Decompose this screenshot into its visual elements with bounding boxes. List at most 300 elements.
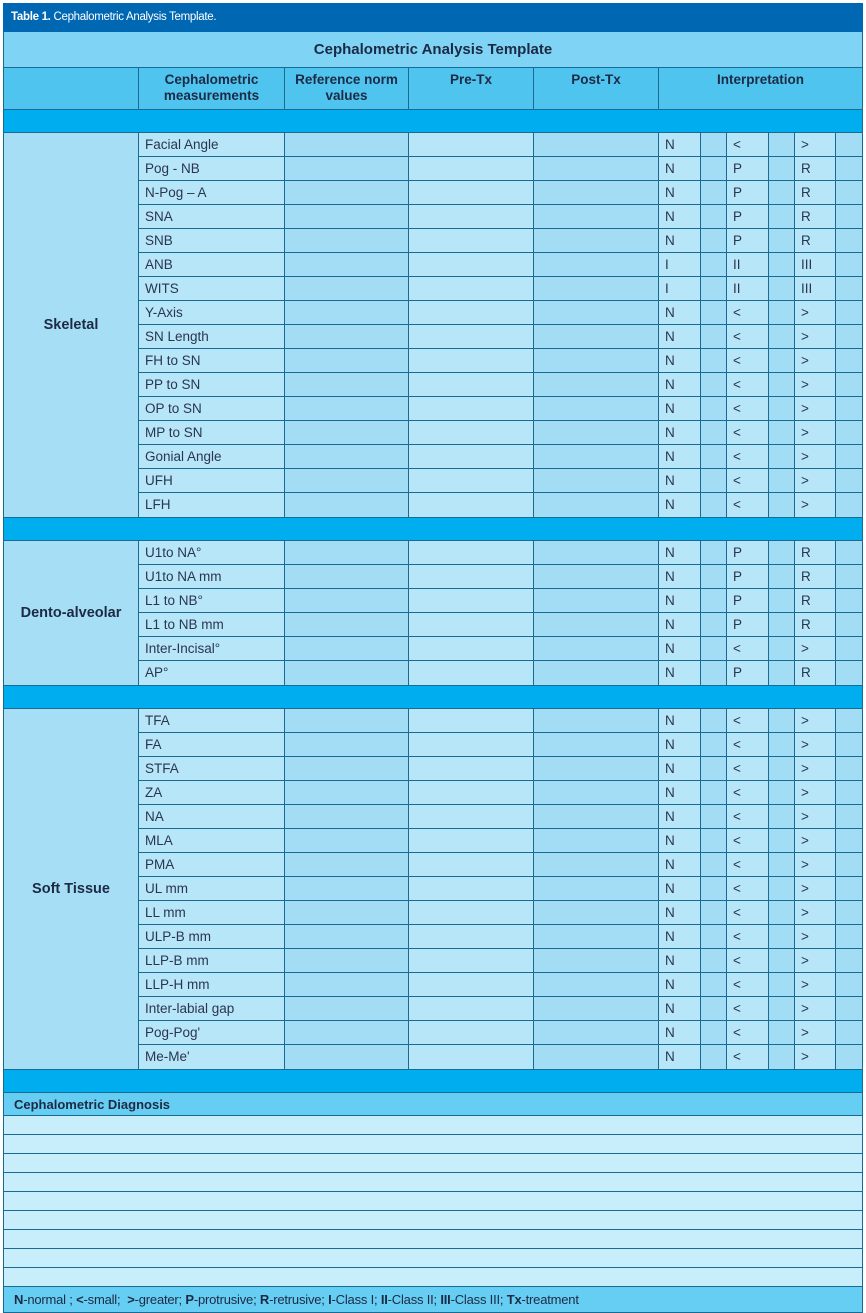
post-tx-cell[interactable] <box>534 1021 659 1044</box>
pre-tx-cell[interactable] <box>409 613 534 636</box>
reference-norm-cell[interactable] <box>285 805 409 828</box>
reference-norm-cell[interactable] <box>285 589 409 612</box>
post-tx-cell[interactable] <box>534 877 659 900</box>
legend-key: Tx <box>506 1292 522 1307</box>
interpretation-option: N <box>659 325 701 348</box>
pre-tx-cell[interactable] <box>409 157 534 180</box>
pre-tx-cell[interactable] <box>409 637 534 660</box>
table-title: Cephalometric Analysis Template <box>4 32 862 68</box>
pre-tx-cell[interactable] <box>409 877 534 900</box>
pre-tx-cell[interactable] <box>409 445 534 468</box>
interpretation-option: > <box>795 709 836 732</box>
interpretation-checkbox[interactable] <box>701 973 727 996</box>
post-tx-cell[interactable] <box>534 229 659 252</box>
interpretation-checkbox[interactable] <box>836 1021 862 1044</box>
measurement-name: MP to SN <box>139 421 285 444</box>
interpretation-option: > <box>795 853 836 876</box>
interpretation-checkbox[interactable] <box>836 301 862 324</box>
interpretation-checkbox[interactable] <box>769 877 795 900</box>
interpretation-checkbox[interactable] <box>769 733 795 756</box>
pre-tx-cell[interactable] <box>409 229 534 252</box>
pre-tx-cell[interactable] <box>409 421 534 444</box>
reference-norm-cell[interactable] <box>285 421 409 444</box>
interpretation-checkbox[interactable] <box>701 997 727 1020</box>
reference-norm-cell[interactable] <box>285 949 409 972</box>
legend-desc: -protrusive; <box>193 1292 260 1307</box>
interpretation-option: R <box>795 229 836 252</box>
reference-norm-cell[interactable] <box>285 925 409 948</box>
reference-norm-cell[interactable] <box>285 613 409 636</box>
pre-tx-cell[interactable] <box>409 1045 534 1069</box>
interpretation-option: < <box>727 637 769 660</box>
diagnosis-line[interactable] <box>4 1173 862 1192</box>
interpretation-checkbox[interactable] <box>836 949 862 972</box>
legend-desc: -Class III; <box>450 1292 507 1307</box>
pre-tx-cell[interactable] <box>409 829 534 852</box>
post-tx-cell[interactable] <box>534 925 659 948</box>
measurement-name: SN Length <box>139 325 285 348</box>
pre-tx-cell[interactable] <box>409 949 534 972</box>
interpretation-checkbox[interactable] <box>701 469 727 492</box>
interpretation-checkbox[interactable] <box>836 493 862 517</box>
interpretation-checkbox[interactable] <box>701 181 727 204</box>
interpretation-checkbox[interactable] <box>836 589 862 612</box>
post-tx-cell[interactable] <box>534 733 659 756</box>
interpretation-option: II <box>727 253 769 276</box>
interpretation-option: > <box>795 421 836 444</box>
reference-norm-cell[interactable] <box>285 469 409 492</box>
measurement-name: ANB <box>139 253 285 276</box>
legend-desc: -Class I; <box>331 1292 381 1307</box>
interpretation-checkbox[interactable] <box>769 373 795 396</box>
interpretation-checkbox[interactable] <box>701 805 727 828</box>
post-tx-cell[interactable] <box>534 277 659 300</box>
pre-tx-cell[interactable] <box>409 253 534 276</box>
interpretation-option: N <box>659 445 701 468</box>
interpretation-checkbox[interactable] <box>769 925 795 948</box>
interpretation-checkbox[interactable] <box>701 325 727 348</box>
reference-norm-cell[interactable] <box>285 133 409 156</box>
post-tx-cell[interactable] <box>534 661 659 685</box>
interpretation-option: R <box>795 157 836 180</box>
interpretation-checkbox[interactable] <box>836 181 862 204</box>
reference-norm-cell[interactable] <box>285 1045 409 1069</box>
reference-norm-cell[interactable] <box>285 733 409 756</box>
post-tx-cell[interactable] <box>534 349 659 372</box>
interpretation-option: P <box>727 205 769 228</box>
measurement-name: Y-Axis <box>139 301 285 324</box>
interpretation-checkbox[interactable] <box>769 325 795 348</box>
interpretation-checkbox[interactable] <box>769 709 795 732</box>
interpretation-checkbox[interactable] <box>701 637 727 660</box>
post-tx-cell[interactable] <box>534 541 659 564</box>
reference-norm-cell[interactable] <box>285 565 409 588</box>
interpretation-option: N <box>659 589 701 612</box>
pre-tx-cell[interactable] <box>409 805 534 828</box>
table-row <box>139 157 862 181</box>
interpretation-option: R <box>795 589 836 612</box>
interpretation-checkbox[interactable] <box>769 613 795 636</box>
header-post-tx: Post-Tx <box>534 68 659 109</box>
post-tx-cell[interactable] <box>534 997 659 1020</box>
pre-tx-cell[interactable] <box>409 133 534 156</box>
reference-norm-cell[interactable] <box>285 277 409 300</box>
reference-norm-cell[interactable] <box>285 853 409 876</box>
interpretation-checkbox[interactable] <box>701 709 727 732</box>
interpretation-checkbox[interactable] <box>836 901 862 924</box>
reference-norm-cell[interactable] <box>285 349 409 372</box>
pre-tx-cell[interactable] <box>409 181 534 204</box>
interpretation-checkbox[interactable] <box>701 277 727 300</box>
measurement-name: LFH <box>139 493 285 517</box>
interpretation-option: > <box>795 469 836 492</box>
interpretation-option: R <box>795 181 836 204</box>
pre-tx-cell[interactable] <box>409 565 534 588</box>
reference-norm-cell[interactable] <box>285 661 409 685</box>
reference-norm-cell[interactable] <box>285 637 409 660</box>
interpretation-checkbox[interactable] <box>769 469 795 492</box>
interpretation-checkbox[interactable] <box>836 445 862 468</box>
pre-tx-cell[interactable] <box>409 925 534 948</box>
interpretation-checkbox[interactable] <box>836 469 862 492</box>
diagnosis-line[interactable] <box>4 1211 862 1230</box>
diagnosis-line[interactable] <box>4 1192 862 1211</box>
pre-tx-cell[interactable] <box>409 733 534 756</box>
post-tx-cell[interactable] <box>534 253 659 276</box>
interpretation-checkbox[interactable] <box>701 925 727 948</box>
interpretation-checkbox[interactable] <box>836 733 862 756</box>
interpretation-option: > <box>795 805 836 828</box>
interpretation-checkbox[interactable] <box>701 229 727 252</box>
interpretation-checkbox[interactable] <box>701 877 727 900</box>
post-tx-cell[interactable] <box>534 757 659 780</box>
measurement-name: PMA <box>139 853 285 876</box>
interpretation-checkbox[interactable] <box>769 637 795 660</box>
interpretation-checkbox[interactable] <box>701 157 727 180</box>
diagnosis-line[interactable] <box>4 1116 862 1135</box>
interpretation-checkbox[interactable] <box>769 589 795 612</box>
interpretation-checkbox[interactable] <box>836 397 862 420</box>
interpretation-checkbox[interactable] <box>836 373 862 396</box>
reference-norm-cell[interactable] <box>285 709 409 732</box>
post-tx-cell[interactable] <box>534 901 659 924</box>
diagnosis-line[interactable] <box>4 1268 862 1287</box>
reference-norm-cell[interactable] <box>285 829 409 852</box>
interpretation-checkbox[interactable] <box>769 901 795 924</box>
interpretation-checkbox[interactable] <box>769 853 795 876</box>
interpretation-checkbox[interactable] <box>769 973 795 996</box>
interpretation-option: < <box>727 1021 769 1044</box>
pre-tx-cell[interactable] <box>409 901 534 924</box>
interpretation-checkbox[interactable] <box>769 349 795 372</box>
diagnosis-line[interactable] <box>4 1135 862 1154</box>
reference-norm-cell[interactable] <box>285 997 409 1020</box>
post-tx-cell[interactable] <box>534 373 659 396</box>
interpretation-checkbox[interactable] <box>769 157 795 180</box>
reference-norm-cell[interactable] <box>285 877 409 900</box>
interpretation-checkbox[interactable] <box>769 1021 795 1044</box>
interpretation-option: < <box>727 757 769 780</box>
interpretation-checkbox[interactable] <box>836 349 862 372</box>
post-tx-cell[interactable] <box>534 709 659 732</box>
pre-tx-cell[interactable] <box>409 973 534 996</box>
interpretation-checkbox[interactable] <box>701 397 727 420</box>
interpretation-option: N <box>659 205 701 228</box>
header-interpretation: Interpretation <box>716 72 804 87</box>
post-tx-cell[interactable] <box>534 133 659 156</box>
interpretation-checkbox[interactable] <box>769 1045 795 1069</box>
reference-norm-cell[interactable] <box>285 205 409 228</box>
interpretation-checkbox[interactable] <box>836 661 862 685</box>
interpretation-checkbox[interactable] <box>836 829 862 852</box>
interpretation-checkbox[interactable] <box>769 301 795 324</box>
measurement-name: Pog - NB <box>139 157 285 180</box>
interpretation-option: P <box>727 181 769 204</box>
table-row <box>139 661 862 685</box>
table-row <box>139 781 862 805</box>
group-skeletal <box>4 133 862 518</box>
interpretation-checkbox[interactable] <box>769 565 795 588</box>
pre-tx-cell[interactable] <box>409 469 534 492</box>
measurement-name: OP to SN <box>139 397 285 420</box>
table-row <box>139 205 862 229</box>
diagnosis-line[interactable] <box>4 1249 862 1268</box>
post-tx-cell[interactable] <box>534 949 659 972</box>
interpretation-checkbox[interactable] <box>836 157 862 180</box>
reference-norm-cell[interactable] <box>285 445 409 468</box>
table-row <box>139 925 862 949</box>
diagnosis-title: Cephalometric Diagnosis <box>4 1093 862 1116</box>
interpretation-checkbox[interactable] <box>836 925 862 948</box>
post-tx-cell[interactable] <box>534 613 659 636</box>
pre-tx-cell[interactable] <box>409 589 534 612</box>
interpretation-checkbox[interactable] <box>836 229 862 252</box>
pre-tx-cell[interactable] <box>409 301 534 324</box>
interpretation-checkbox[interactable] <box>701 301 727 324</box>
interpretation-checkbox[interactable] <box>769 133 795 156</box>
interpretation-checkbox[interactable] <box>769 661 795 685</box>
interpretation-option: I <box>659 277 701 300</box>
header-pre-tx: Pre-Tx <box>409 68 534 109</box>
post-tx-cell[interactable] <box>534 181 659 204</box>
table-row <box>139 1021 862 1045</box>
interpretation-checkbox[interactable] <box>701 829 727 852</box>
interpretation-option: N <box>659 901 701 924</box>
interpretation-option: N <box>659 781 701 804</box>
pre-tx-cell[interactable] <box>409 349 534 372</box>
measurement-name: MLA <box>139 829 285 852</box>
interpretation-option: < <box>727 733 769 756</box>
interpretation-option: N <box>659 229 701 252</box>
interpretation-checkbox[interactable] <box>836 757 862 780</box>
interpretation-checkbox[interactable] <box>769 253 795 276</box>
interpretation-checkbox[interactable] <box>701 205 727 228</box>
interpretation-checkbox[interactable] <box>769 445 795 468</box>
interpretation-checkbox[interactable] <box>701 133 727 156</box>
interpretation-option: N <box>659 805 701 828</box>
pre-tx-cell[interactable] <box>409 781 534 804</box>
interpretation-checkbox[interactable] <box>769 757 795 780</box>
interpretation-checkbox[interactable] <box>836 781 862 804</box>
interpretation-checkbox[interactable] <box>769 205 795 228</box>
interpretation-checkbox[interactable] <box>836 133 862 156</box>
interpretation-checkbox[interactable] <box>836 253 862 276</box>
interpretation-checkbox[interactable] <box>701 253 727 276</box>
legend-desc: -retrusive; <box>269 1292 329 1307</box>
interpretation-checkbox[interactable] <box>701 421 727 444</box>
reference-norm-cell[interactable] <box>285 397 409 420</box>
interpretation-checkbox[interactable] <box>836 973 862 996</box>
interpretation-checkbox[interactable] <box>769 541 795 564</box>
interpretation-checkbox[interactable] <box>836 853 862 876</box>
interpretation-checkbox[interactable] <box>836 277 862 300</box>
interpretation-checkbox[interactable] <box>836 325 862 348</box>
interpretation-checkbox[interactable] <box>701 853 727 876</box>
interpretation-checkbox[interactable] <box>836 637 862 660</box>
interpretation-checkbox[interactable] <box>769 493 795 517</box>
interpretation-option: > <box>795 877 836 900</box>
table-row <box>139 133 862 157</box>
interpretation-checkbox[interactable] <box>701 493 727 517</box>
interpretation-checkbox[interactable] <box>701 349 727 372</box>
interpretation-checkbox[interactable] <box>701 445 727 468</box>
interpretation-option: > <box>795 349 836 372</box>
post-tx-cell[interactable] <box>534 589 659 612</box>
reference-norm-cell[interactable] <box>285 325 409 348</box>
post-tx-cell[interactable] <box>534 853 659 876</box>
interpretation-checkbox[interactable] <box>836 877 862 900</box>
interpretation-checkbox[interactable] <box>769 829 795 852</box>
measurement-name: Pog-Pog' <box>139 1021 285 1044</box>
post-tx-cell[interactable] <box>534 493 659 517</box>
diagnosis-line[interactable] <box>4 1154 862 1173</box>
post-tx-cell[interactable] <box>534 637 659 660</box>
interpretation-checkbox[interactable] <box>701 1021 727 1044</box>
interpretation-option: P <box>727 613 769 636</box>
reference-norm-cell[interactable] <box>285 253 409 276</box>
legend-key: III <box>440 1292 451 1307</box>
pre-tx-cell[interactable] <box>409 1021 534 1044</box>
interpretation-checkbox[interactable] <box>701 565 727 588</box>
pre-tx-cell[interactable] <box>409 541 534 564</box>
pre-tx-cell[interactable] <box>409 373 534 396</box>
post-tx-cell[interactable] <box>534 1045 659 1069</box>
interpretation-checkbox[interactable] <box>701 541 727 564</box>
interpretation-checkbox[interactable] <box>836 709 862 732</box>
pre-tx-cell[interactable] <box>409 853 534 876</box>
reference-norm-cell[interactable] <box>285 493 409 517</box>
reference-norm-cell[interactable] <box>285 157 409 180</box>
pre-tx-cell[interactable] <box>409 997 534 1020</box>
post-tx-cell[interactable] <box>534 565 659 588</box>
pre-tx-cell[interactable] <box>409 205 534 228</box>
header-row <box>4 68 862 110</box>
interpretation-checkbox[interactable] <box>769 277 795 300</box>
pre-tx-cell[interactable] <box>409 709 534 732</box>
interpretation-option: < <box>727 301 769 324</box>
interpretation-checkbox[interactable] <box>701 781 727 804</box>
post-tx-cell[interactable] <box>534 325 659 348</box>
interpretation-checkbox[interactable] <box>701 733 727 756</box>
interpretation-checkbox[interactable] <box>769 229 795 252</box>
interpretation-checkbox[interactable] <box>769 805 795 828</box>
post-tx-cell[interactable] <box>534 157 659 180</box>
interpretation-checkbox[interactable] <box>836 1045 862 1069</box>
reference-norm-cell[interactable] <box>285 181 409 204</box>
post-tx-cell[interactable] <box>534 469 659 492</box>
interpretation-option: N <box>659 973 701 996</box>
reference-norm-cell[interactable] <box>285 1021 409 1044</box>
reference-norm-cell[interactable] <box>285 541 409 564</box>
interpretation-checkbox[interactable] <box>701 613 727 636</box>
interpretation-checkbox[interactable] <box>836 541 862 564</box>
interpretation-checkbox[interactable] <box>769 997 795 1020</box>
interpretation-checkbox[interactable] <box>701 373 727 396</box>
legend-desc: -treatment <box>521 1292 579 1307</box>
pre-tx-cell[interactable] <box>409 397 534 420</box>
measurement-name: ULP-B mm <box>139 925 285 948</box>
post-tx-cell[interactable] <box>534 205 659 228</box>
reference-norm-cell[interactable] <box>285 229 409 252</box>
pre-tx-cell[interactable] <box>409 277 534 300</box>
legend-key: < <box>76 1292 84 1307</box>
reference-norm-cell[interactable] <box>285 373 409 396</box>
pre-tx-cell[interactable] <box>409 757 534 780</box>
interpretation-checkbox[interactable] <box>701 661 727 685</box>
pre-tx-cell[interactable] <box>409 325 534 348</box>
reference-norm-cell[interactable] <box>285 781 409 804</box>
interpretation-checkbox[interactable] <box>769 781 795 804</box>
post-tx-cell[interactable] <box>534 805 659 828</box>
diagnosis-line[interactable] <box>4 1230 862 1249</box>
interpretation-checkbox[interactable] <box>836 205 862 228</box>
interpretation-checkbox[interactable] <box>769 949 795 972</box>
interpretation-checkbox[interactable] <box>701 1045 727 1069</box>
interpretation-checkbox[interactable] <box>836 613 862 636</box>
post-tx-cell[interactable] <box>534 421 659 444</box>
interpretation-checkbox[interactable] <box>701 589 727 612</box>
interpretation-checkbox[interactable] <box>836 421 862 444</box>
post-tx-cell[interactable] <box>534 829 659 852</box>
reference-norm-cell[interactable] <box>285 973 409 996</box>
pre-tx-cell[interactable] <box>409 493 534 517</box>
interpretation-checkbox[interactable] <box>769 181 795 204</box>
legend-key: > <box>127 1292 135 1307</box>
reference-norm-cell[interactable] <box>285 901 409 924</box>
reference-norm-cell[interactable] <box>285 757 409 780</box>
post-tx-cell[interactable] <box>534 301 659 324</box>
pre-tx-cell[interactable] <box>409 661 534 685</box>
post-tx-cell[interactable] <box>534 445 659 468</box>
interpretation-checkbox[interactable] <box>836 565 862 588</box>
interpretation-checkbox[interactable] <box>836 997 862 1020</box>
header-measurements: Cephalometric measurements <box>139 68 285 109</box>
interpretation-checkbox[interactable] <box>836 805 862 828</box>
post-tx-cell[interactable] <box>534 781 659 804</box>
legend-key: N <box>14 1292 24 1307</box>
interpretation-option: > <box>795 445 836 468</box>
interpretation-checkbox[interactable] <box>701 949 727 972</box>
table-row <box>139 973 862 997</box>
post-tx-cell[interactable] <box>534 973 659 996</box>
reference-norm-cell[interactable] <box>285 301 409 324</box>
interpretation-checkbox[interactable] <box>701 901 727 924</box>
measurement-name: PP to SN <box>139 373 285 396</box>
post-tx-cell[interactable] <box>534 397 659 420</box>
interpretation-checkbox[interactable] <box>769 421 795 444</box>
interpretation-checkbox[interactable] <box>701 757 727 780</box>
interpretation-checkbox[interactable] <box>769 397 795 420</box>
